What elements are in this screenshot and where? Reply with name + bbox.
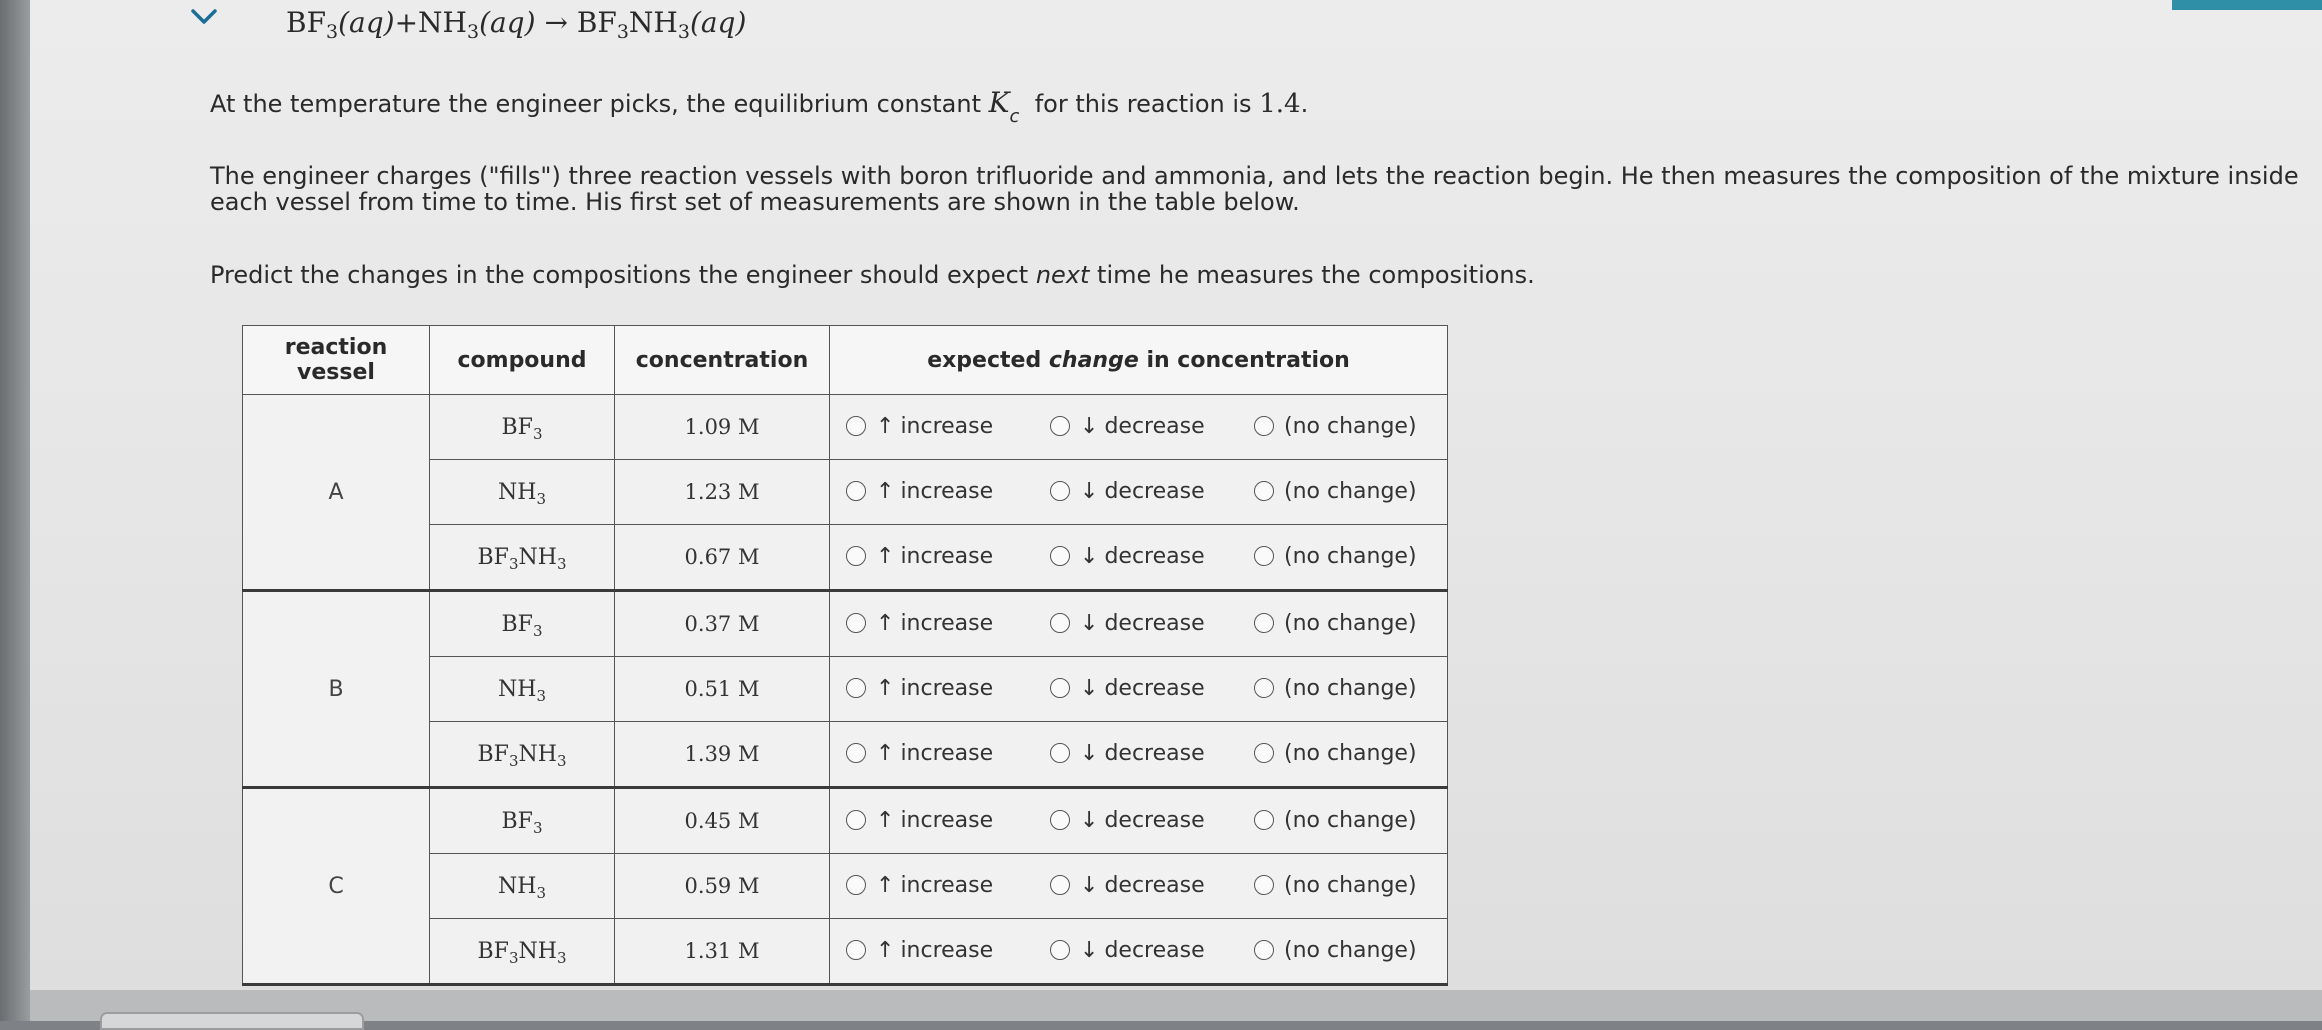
formula-part: BF	[501, 611, 533, 637]
radio-empty-icon[interactable]	[1050, 875, 1070, 895]
compound-cell	[430, 854, 615, 919]
compound-cell	[430, 919, 615, 985]
change-options	[830, 395, 1448, 460]
inc-option[interactable]	[846, 741, 1050, 766]
top-accent-bar	[2172, 0, 2322, 10]
radio-empty-icon[interactable]	[846, 613, 866, 633]
option-label: increase	[900, 478, 994, 504]
arrow-down-icon: ↓	[1080, 543, 1099, 569]
arrow-down-icon: ↓	[1080, 610, 1099, 636]
option-label: (no change)	[1284, 610, 1417, 636]
option-label: (no change)	[1284, 675, 1417, 701]
arrow-down-icon: ↓	[1080, 478, 1099, 504]
change-options	[830, 722, 1448, 788]
none-option[interactable]	[1254, 873, 1417, 898]
radio-empty-icon[interactable]	[1050, 678, 1070, 698]
radio-empty-icon[interactable]	[1254, 546, 1274, 566]
arrow-up-icon: ↑	[876, 937, 895, 963]
bottom-toolbar	[30, 990, 2322, 1021]
question-panel	[30, 0, 2322, 990]
dec-option[interactable]	[1050, 414, 1254, 439]
table-header-row	[243, 326, 1448, 395]
none-option[interactable]	[1254, 676, 1417, 701]
header-reaction-vessel: reaction vessel	[243, 326, 430, 395]
formula-part: NH	[498, 873, 537, 899]
vessel-label: A	[243, 395, 430, 591]
option-label: decrease	[1104, 610, 1205, 636]
radio-empty-icon[interactable]	[1254, 481, 1274, 501]
formula-subscript: 3	[508, 554, 519, 573]
none-option[interactable]	[1254, 611, 1417, 636]
formula-part: NH	[498, 676, 537, 702]
compound-cell	[430, 395, 615, 460]
option-label: decrease	[1104, 740, 1205, 766]
radio-empty-icon[interactable]	[1050, 546, 1070, 566]
formula-part: BF	[477, 741, 509, 767]
inc-option[interactable]	[846, 611, 1050, 636]
option-label: (no change)	[1284, 807, 1417, 833]
arrow-up-icon: ↑	[876, 478, 895, 504]
radio-empty-icon[interactable]	[846, 875, 866, 895]
compound-cell	[430, 788, 615, 854]
arrow-up-icon: ↑	[876, 675, 895, 701]
formula-subscript: 3	[556, 948, 567, 967]
option-label: (no change)	[1284, 478, 1417, 504]
inc-option[interactable]	[846, 544, 1050, 569]
none-option[interactable]	[1254, 479, 1417, 504]
formula-subscript: 3	[536, 883, 546, 902]
none-option[interactable]	[1254, 741, 1417, 766]
formula-part: BF	[501, 808, 533, 834]
change-options	[830, 591, 1448, 657]
change-options	[830, 657, 1448, 722]
none-option[interactable]	[1254, 808, 1417, 833]
formula-subscript: 3	[532, 818, 543, 837]
compound-cell	[430, 591, 615, 657]
option-label: (no change)	[1284, 937, 1417, 963]
prompt-text: Predict the changes in the compositions the engineer should expect next time he measures the compositions.	[210, 261, 1535, 289]
table-row	[243, 591, 1448, 657]
radio-empty-icon[interactable]	[1254, 613, 1274, 633]
option-label: (no change)	[1284, 413, 1417, 439]
formula-part: NH	[498, 479, 537, 505]
dec-option[interactable]	[1050, 873, 1254, 898]
option-label: (no change)	[1284, 740, 1417, 766]
dec-option[interactable]	[1050, 479, 1254, 504]
formula-part: NH	[518, 544, 557, 570]
dec-option[interactable]	[1050, 938, 1254, 963]
formula-part: BF	[477, 938, 509, 964]
radio-empty-icon[interactable]	[1254, 743, 1274, 763]
arrow-down-icon: ↓	[1080, 807, 1099, 833]
radio-empty-icon[interactable]	[846, 481, 866, 501]
compound-cell	[430, 657, 615, 722]
radio-empty-icon[interactable]	[1050, 940, 1070, 960]
option-label: increase	[900, 675, 994, 701]
concentration-cell: 0.67 M	[615, 525, 830, 591]
compound-cell	[430, 525, 615, 591]
dec-option[interactable]	[1050, 808, 1254, 833]
dec-option[interactable]	[1050, 611, 1254, 636]
dec-option[interactable]	[1050, 741, 1254, 766]
option-label: increase	[900, 413, 994, 439]
option-label: (no change)	[1284, 872, 1417, 898]
option-label: increase	[900, 937, 994, 963]
radio-empty-icon[interactable]	[1050, 613, 1070, 633]
concentration-cell: 1.39 M	[615, 722, 830, 788]
option-label: decrease	[1104, 478, 1205, 504]
concentration-cell: 0.37 M	[615, 591, 830, 657]
formula-part: BF	[477, 544, 509, 570]
inc-option[interactable]	[846, 414, 1050, 439]
change-options	[830, 854, 1448, 919]
arrow-up-icon: ↑	[876, 807, 895, 833]
option-label: increase	[900, 872, 994, 898]
inc-option[interactable]	[846, 479, 1050, 504]
radio-empty-icon[interactable]	[1254, 875, 1274, 895]
header-expected-change: expected change in concentration	[830, 326, 1448, 395]
radio-empty-icon[interactable]	[1254, 678, 1274, 698]
concentration-cell: 0.59 M	[615, 854, 830, 919]
header-concentration: concentration	[615, 326, 830, 395]
reaction-equation: $BF_3(aq)+NH_3(aq) \to BF_3NH_3(aq)$	[286, 6, 747, 43]
inc-option[interactable]	[846, 938, 1050, 963]
screen-bezel	[0, 0, 30, 1021]
arrow-up-icon: ↑	[876, 543, 895, 569]
bottom-button[interactable]	[100, 1012, 364, 1030]
radio-empty-icon[interactable]	[846, 416, 866, 436]
radio-empty-icon[interactable]	[846, 810, 866, 830]
header-compound: compound	[430, 326, 615, 395]
formula-subscript: 3	[532, 424, 543, 443]
radio-empty-icon[interactable]	[846, 546, 866, 566]
radio-empty-icon[interactable]	[1050, 743, 1070, 763]
arrow-down-icon: ↓	[1080, 937, 1099, 963]
formula-subscript: 3	[556, 554, 567, 573]
table-row	[243, 395, 1448, 460]
table-body	[243, 395, 1448, 985]
composition-table	[242, 325, 1448, 986]
none-option[interactable]	[1254, 414, 1417, 439]
compound-cell	[430, 722, 615, 788]
formula-subscript: 3	[508, 948, 519, 967]
arrow-down-icon: ↓	[1080, 675, 1099, 701]
change-options	[830, 460, 1448, 525]
equilibrium-constant-text: At the temperature the engineer picks, the equilibrium constant $K_c$ for this reaction is 1.4.	[210, 86, 1309, 127]
formula-part: NH	[518, 938, 557, 964]
option-label: decrease	[1104, 807, 1205, 833]
option-label: increase	[900, 807, 994, 833]
table-row	[243, 788, 1448, 854]
option-label: decrease	[1104, 413, 1205, 439]
inc-option[interactable]	[846, 676, 1050, 701]
scenario-text: The engineer charges ("fills") three reaction vessels with boron trifluoride and ammonia, and lets the reaction begin. He then measures the composition of the mixture inside each vessel from time to time. His first set of measurements are shown in the table below.	[210, 162, 2299, 216]
formula-subscript: 3	[508, 751, 519, 770]
concentration-cell: 0.45 M	[615, 788, 830, 854]
arrow-up-icon: ↑	[876, 610, 895, 636]
radio-empty-icon[interactable]	[1254, 416, 1274, 436]
option-label: increase	[900, 610, 994, 636]
arrow-up-icon: ↑	[876, 413, 895, 439]
chevron-down-icon	[190, 8, 218, 26]
radio-empty-icon[interactable]	[1050, 810, 1070, 830]
radio-empty-icon[interactable]	[846, 743, 866, 763]
formula-subscript: 3	[536, 686, 546, 705]
arrow-down-icon: ↓	[1080, 872, 1099, 898]
concentration-cell: 0.51 M	[615, 657, 830, 722]
change-options	[830, 919, 1448, 985]
radio-empty-icon[interactable]	[1050, 416, 1070, 436]
dec-option[interactable]	[1050, 544, 1254, 569]
radio-empty-icon[interactable]	[1254, 940, 1274, 960]
option-label: decrease	[1104, 937, 1205, 963]
change-options	[830, 525, 1448, 591]
option-label: increase	[900, 740, 994, 766]
vessel-label: B	[243, 591, 430, 788]
composition-table-container	[242, 325, 1447, 986]
option-label: decrease	[1104, 872, 1205, 898]
concentration-cell: 1.09 M	[615, 395, 830, 460]
none-option[interactable]	[1254, 938, 1417, 963]
option-label: (no change)	[1284, 543, 1417, 569]
formula-subscript: 3	[536, 489, 546, 508]
inc-option[interactable]	[846, 873, 1050, 898]
collapse-toggle[interactable]	[190, 6, 218, 28]
arrow-up-icon: ↑	[876, 872, 895, 898]
formula-part: BF	[501, 414, 533, 440]
arrow-up-icon: ↑	[876, 740, 895, 766]
concentration-cell: 1.23 M	[615, 460, 830, 525]
option-label: increase	[900, 543, 994, 569]
dec-option[interactable]	[1050, 676, 1254, 701]
radio-empty-icon[interactable]	[846, 940, 866, 960]
none-option[interactable]	[1254, 544, 1417, 569]
option-label: decrease	[1104, 675, 1205, 701]
concentration-cell: 1.31 M	[615, 919, 830, 985]
formula-subscript: 3	[556, 751, 567, 770]
vessel-label: C	[243, 788, 430, 985]
arrow-down-icon: ↓	[1080, 413, 1099, 439]
radio-empty-icon[interactable]	[846, 678, 866, 698]
inc-option[interactable]	[846, 808, 1050, 833]
arrow-down-icon: ↓	[1080, 740, 1099, 766]
radio-empty-icon[interactable]	[1254, 810, 1274, 830]
compound-cell	[430, 460, 615, 525]
change-options	[830, 788, 1448, 854]
radio-empty-icon[interactable]	[1050, 481, 1070, 501]
formula-part: NH	[518, 741, 557, 767]
formula-subscript: 3	[532, 621, 543, 640]
option-label: decrease	[1104, 543, 1205, 569]
